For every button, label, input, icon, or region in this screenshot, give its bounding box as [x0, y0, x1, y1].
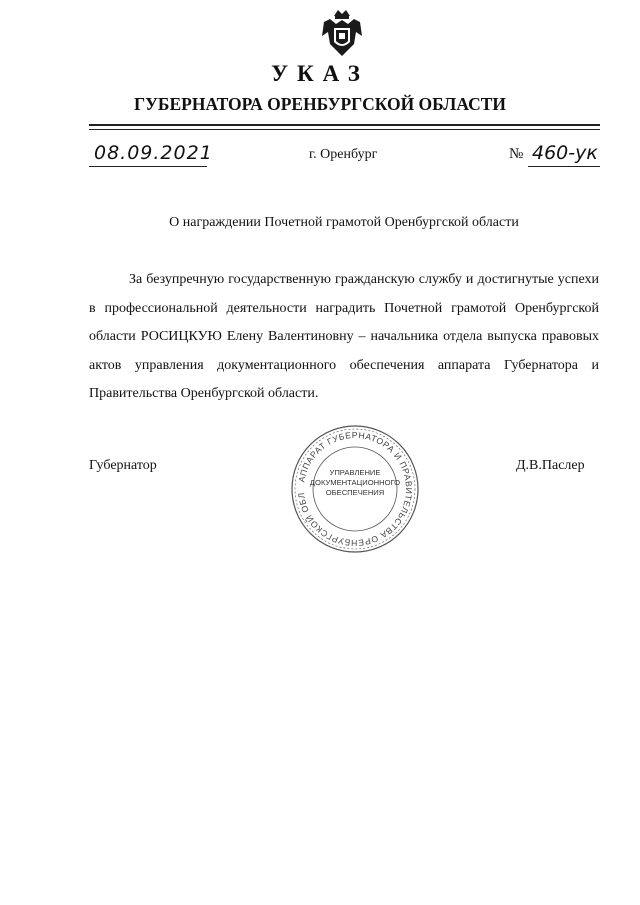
official-seal [289, 423, 421, 555]
date-underline [89, 166, 207, 167]
number-sign: № [509, 146, 524, 162]
header-rule-thin [89, 129, 600, 130]
signatory-title: Губернатор [89, 458, 157, 473]
coat-of-arms-icon [318, 6, 366, 62]
document-title: УКАЗ [271, 61, 369, 86]
header-rule-thick [89, 124, 600, 126]
seal-line-1: УПРАВЛЕНИЕ [329, 468, 381, 477]
document-subtitle: ГУБЕРНАТОРА ОРЕНБУРГСКОЙ ОБЛАСТИ [133, 94, 507, 114]
number-underline [528, 166, 600, 167]
document-number: 460-ук [532, 142, 598, 164]
signatory-name: Д.В.Паслер [516, 458, 585, 473]
seal-line-2: ДОКУМЕНТАЦИОННОГО [309, 478, 401, 487]
document-body: За безупречную государственную гражданскую службу и достигнутые успехи в профессиональной деятельности наградить Почетной грамотой Оренбургской области РОСИЦКУЮ Елену Валентиновну – начальника отдела выпуска правовых актов управления документационного обеспечения аппарата Губернатора и Правительства Оренбургской области. [89, 272, 599, 402]
document-city: г. Оренбург [309, 147, 378, 162]
document-heading: О награждении Почетной грамотой Оренбургской области [169, 215, 519, 230]
seal-line-3: ОБЕСПЕЧЕНИЯ [325, 488, 385, 497]
seal-ring-text: АППАРАТ ГУБЕРНАТОРА И ПРАВИТЕЛЬСТВА ОРЕНБУРГСКОЙ ОБЛ [296, 429, 415, 549]
document-date: 08.09.2021 [94, 142, 213, 164]
